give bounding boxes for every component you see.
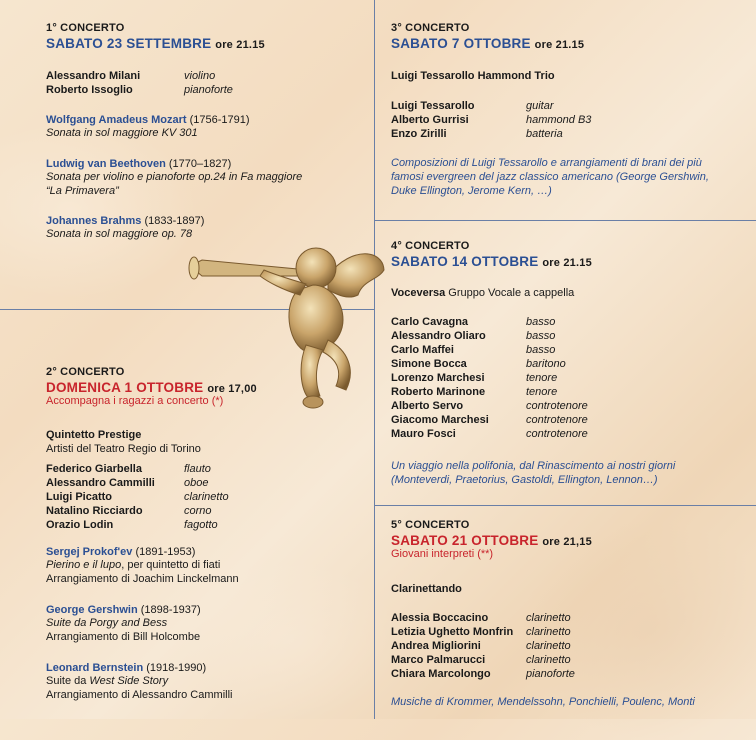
piece [46,114,366,140]
concert-date [46,36,366,51]
composer: Ludwig van Beethoven (1770–1827) [46,158,232,170]
concert-number: 5° CONCERTO [391,519,470,531]
concert-4 [391,240,751,486]
arrangement: Arrangiamento di Alessandro Cammilli [46,689,233,701]
concert-1 [46,22,366,240]
concert-5 [391,519,751,708]
piece [46,215,366,241]
performer-row: Carlo Maffei basso [391,344,556,356]
composer: George Gershwin (1898-1937) [46,604,201,616]
concert-number: 2° CONCERTO [46,366,125,378]
concert-description: Un viaggio nella polifonia, dal Rinascimento ai nostri giorni (Monteverdi, Praetorius, Gastoldi, Ellington, Lennon…) [391,460,676,486]
group-subtitle: Gruppo Vocale a cappella [448,287,575,299]
group [391,69,555,83]
performers-list [391,315,588,441]
piece [46,604,371,644]
section-divider [374,505,756,506]
performer-name: Alessandro Milani [46,70,141,82]
performer-row: Chiara Marcolongo pianoforte [391,668,575,680]
group-name: Clarinettando [391,583,462,595]
performer-row: Luigi Tessarollo guitar [391,100,554,112]
piece [46,546,371,586]
performer-row: Alessandro Oliaro basso [391,330,556,342]
performer-name: Roberto Issoglio [46,84,133,96]
performer-row: Giacomo Marchesi controtenore [391,414,588,426]
piece-title: Suite da West Side Story [46,675,169,687]
performer-row: Alberto Servo controtenore [391,400,588,412]
piece-title: Sonata in sol maggiore KV 301 [46,127,198,139]
composer: Johannes Brahms (1833-1897) [46,215,205,227]
concert-description: Musiche di Krommer, Mendelssohn, Ponchielli, Poulenc, Monti [391,696,695,708]
performers-list [391,611,575,681]
performer-row: Simone Bocca baritono [391,358,566,370]
performers-list [46,462,229,532]
performer-row [46,83,233,97]
performer-row: Orazio Lodin fagotto [46,519,218,531]
concert-date: SABATO 21 OTTOBRE ore 21,15 [391,533,592,548]
concert-time: ore 21.15 [215,39,265,51]
arrangement: Arrangiamento di Joachim Linckelmann [46,573,239,585]
performer-row: Luigi Picatto clarinetto [46,491,229,503]
piece-title: Sonata per violino e pianoforte op.24 in Fa maggiore [46,171,303,183]
performer-row: Alberto Gurrisi hammond B3 [391,114,592,126]
group [46,428,201,456]
concert-number: 1° CONCERTO [46,22,125,34]
composer: Sergej Prokof'ev (1891-1953) [46,546,196,558]
piece-title: Sonata in sol maggiore op. 78 [46,228,193,240]
performer-row [46,69,216,83]
performer-row: Natalino Ricciardo corno [46,505,212,517]
performer-row: Enzo Zirilli batteria [391,128,563,140]
performer-row: Alessia Boccacino clarinetto [391,612,571,624]
concert-time: ore 17,00 [207,383,257,395]
piece-subtitle: “La Primavera” [46,185,119,197]
concert-note: Giovani interpreti (**) [391,548,494,560]
composer: Wolfgang Amadeus Mozart (1756-1791) [46,114,250,126]
performer-row: Andrea Migliorini clarinetto [391,640,571,652]
concert-description: Composizioni di Luigi Tessarollo e arrangiamenti di brani dei più famosi evergreen del jazz classico americano (George Gershwin, Duke Ellington, Jerome Kern, …) [391,157,709,197]
section-divider [374,220,756,221]
performer-row: Letizia Ughetto Monfrin clarinetto [391,626,571,638]
concert-3 [391,22,751,197]
concert-date: SABATO 14 OTTOBRE ore 21.15 [391,254,592,269]
concert-date: SABATO 7 OTTOBRE ore 21.15 [391,36,585,51]
group-name: Quintetto Prestige [46,429,142,441]
concert-note: Accompagna i ragazzi a concerto (*) [46,395,224,407]
date-text: SABATO 23 SETTEMBRE [46,36,212,51]
concert-number: 4° CONCERTO [391,240,470,252]
performer-row: Lorenzo Marchesi tenore [391,372,558,384]
composer: Leonard Bernstein (1918-1990) [46,662,207,674]
piece-title: Pierino e il lupo, per quintetto di fiati [46,559,221,571]
group-subtitle: Artisti del Teatro Regio di Torino [46,443,201,455]
group-name: Voceversa [391,287,446,299]
cherub-trumpet-icon [188,240,388,430]
performers-list [391,99,592,141]
performer-row: Marco Palmarucci clarinetto [391,654,571,666]
date-text: DOMENICA 1 OTTOBRE [46,380,204,395]
piece [46,662,371,702]
performer-row: Federico Giarbella flauto [46,463,211,475]
performer-instrument: violino [184,70,216,82]
group-name: Luigi Tessarollo Hammond Trio [391,70,555,82]
performer-instrument: pianoforte [184,84,233,96]
performer-row: Alessandro Cammilli oboe [46,477,209,489]
performer-row: Mauro Fosci controtenore [391,428,588,440]
piece-title: Suite da Porgy and Bess [46,617,168,629]
performers-list [46,69,233,97]
piece [46,158,366,198]
background-swirl [0,120,200,300]
concert-number: 3° CONCERTO [391,22,470,34]
group [391,286,574,300]
performer-row: Carlo Cavagna basso [391,316,556,328]
group [391,582,462,596]
arrangement: Arrangiamento di Bill Holcombe [46,631,201,643]
performer-row: Roberto Marinone tenore [391,386,558,398]
